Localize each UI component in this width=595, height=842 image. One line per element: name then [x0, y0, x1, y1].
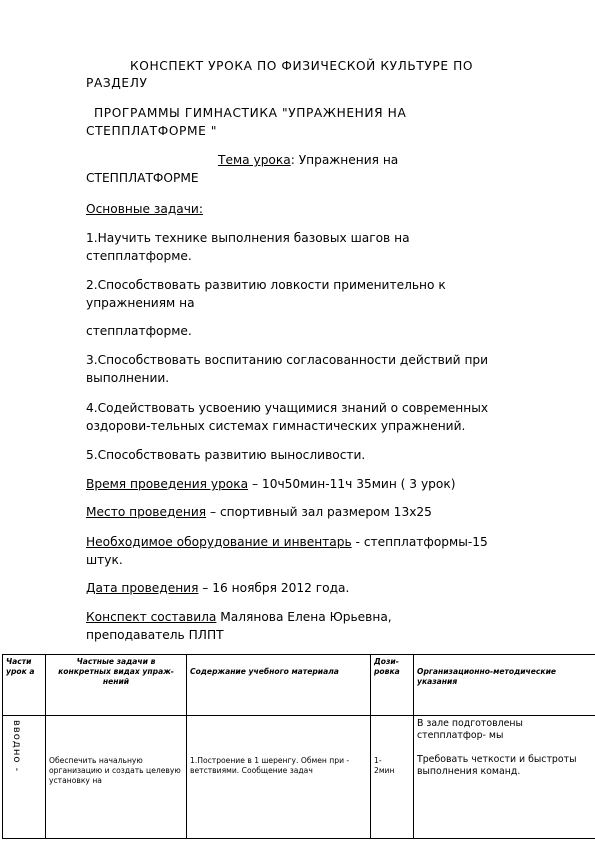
header-part: Части урок а: [3, 655, 46, 716]
cell-task: Обеспечить начальную организацию и создать целевую установку на: [46, 716, 187, 839]
cell-content: 1.Построение в 1 шеренгу. Обмен при - ветствиями. Сообщение задач: [187, 716, 371, 839]
date-value: – 16 ноября 2012 года.: [198, 581, 350, 595]
dose-line-2: 2мин: [374, 766, 395, 775]
task-4-line-2: оздорови-тельных системах гимнастических упражнений.: [86, 419, 466, 433]
part-label: вводно -: [11, 720, 22, 773]
equipment-line: [86, 534, 488, 550]
header-dose: Дози- ровка: [371, 655, 414, 716]
dose-line-1: 1-: [374, 756, 382, 765]
author-value: Малянова Елена Юрьевна,: [216, 610, 392, 624]
title-line-4: СТЕППЛАТФОРМЕ ": [86, 124, 218, 138]
author-line: [86, 609, 392, 625]
time-value: – 10ч50мин-11ч 35мин ( 3 урок): [248, 477, 456, 491]
task-3-line-1: 3.Способствовать воспитанию согласованности действий при: [86, 353, 489, 367]
author-label: Конспект составила: [86, 610, 217, 624]
place-line: [86, 504, 432, 520]
header-tasks: Частные задачи в конкретных видах упраж- нений: [46, 655, 187, 716]
task-2-line-3: степплатформе.: [86, 324, 192, 338]
topic-value-line-2: СТЕППЛАТФОРМЕ: [86, 171, 199, 185]
table-header-row: [3, 655, 595, 716]
table-row: [3, 716, 595, 839]
title-line-1: КОНСПЕКТ УРОКА ПО ФИЗИЧЕСКОЙ КУЛЬТУРЕ ПО: [130, 59, 474, 73]
cell-notes: [414, 716, 595, 839]
author-line-2: преподаватель ПЛПТ: [86, 628, 224, 642]
topic-label: Тема урока: [218, 153, 291, 167]
title-line-3: ПРОГРАММЫ ГИМНАСТИКА "УПРАЖНЕНИЯ НА: [94, 106, 407, 120]
date-label: Дата проведения: [86, 581, 199, 595]
task-3-line-2: выполнении.: [86, 371, 170, 385]
task-1-line-1: 1.Научить технике выполнения базовых шагов на: [86, 231, 410, 245]
place-label: Место проведения: [86, 505, 207, 519]
tasks-heading: Основные задачи:: [86, 202, 203, 216]
topic-value: : Упражнения на: [290, 153, 399, 167]
header-notes: Организационно-методические указания: [414, 655, 595, 716]
lesson-table: [2, 654, 595, 839]
place-value: – спортивный зал размером 13х25: [206, 505, 432, 519]
task-1-line-2: степплатформе.: [86, 249, 192, 263]
header-content: Содержание учебного материала: [187, 655, 371, 716]
topic-line: [218, 152, 398, 168]
cell-dose: [371, 716, 414, 839]
time-line: [86, 476, 455, 492]
task-5-line-1: 5.Способствовать развитию выносливости.: [86, 448, 366, 462]
time-label: Время проведения урока: [86, 477, 249, 491]
equipment-value: - степплатформы-15: [351, 535, 488, 549]
title-line-2: РАЗДЕЛУ: [86, 76, 148, 90]
task-4-line-1: 4.Содействовать усвоению учащимися знаний о современных: [86, 401, 489, 415]
notes-line-1: В зале подготовлены степплатфор- мы: [417, 718, 523, 741]
equipment-line-2: штук.: [86, 553, 123, 567]
task-2-line-2: упражнениям на: [86, 296, 195, 310]
date-line: [86, 580, 349, 596]
equipment-label: Необходимое оборудование и инвентарь: [86, 535, 352, 549]
notes-line-2: Требовать четкости и быстроты выполнения команд.: [417, 754, 577, 777]
task-2-line-1: 2.Способствовать развитию ловкости применительно к: [86, 278, 446, 292]
cell-part: [3, 716, 46, 839]
